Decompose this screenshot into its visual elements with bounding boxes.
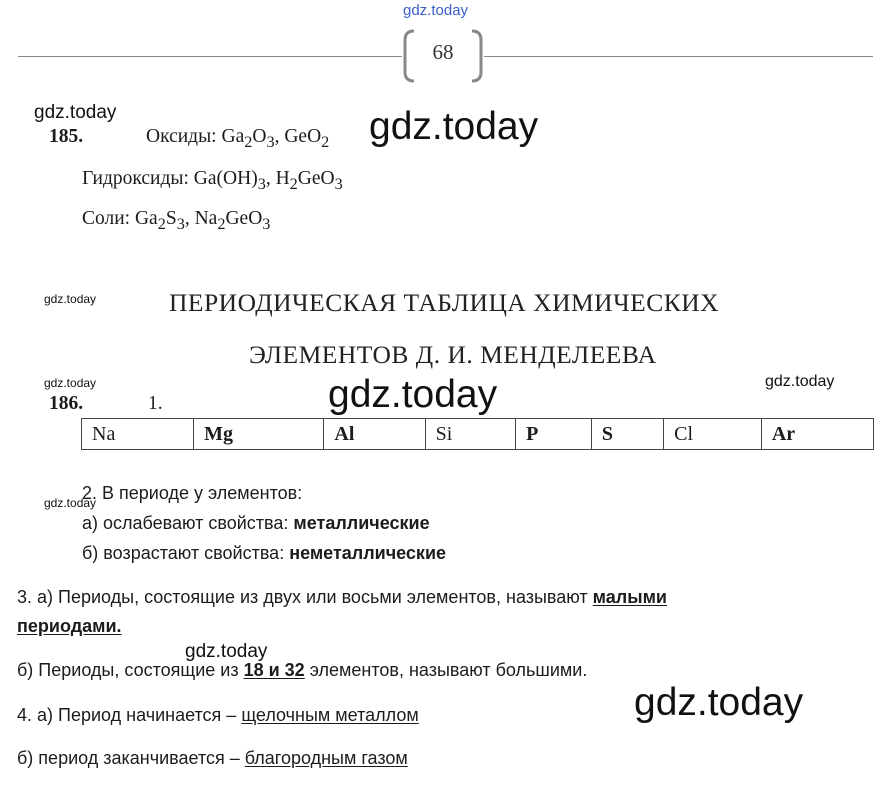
hydroxides-label: Гидроксиды: bbox=[82, 168, 194, 189]
watermark: gdz.today bbox=[328, 373, 498, 416]
header-rule-right bbox=[484, 56, 873, 57]
formula-subscript: 2 bbox=[321, 132, 330, 151]
formula-subscript: 2 bbox=[289, 174, 298, 193]
item-3a bbox=[17, 587, 667, 608]
header-rule-left bbox=[18, 56, 402, 57]
watermark: gdz.today bbox=[44, 292, 97, 306]
watermark: gdz.today bbox=[44, 496, 97, 510]
item-1-label: 1. bbox=[148, 393, 163, 414]
salts-label: Соли: bbox=[82, 208, 135, 229]
watermark: gdz.today bbox=[634, 681, 804, 724]
item-2a-text: а) ослабевают свойства: bbox=[82, 513, 294, 533]
formula-part: , H bbox=[265, 168, 290, 189]
formula-subscript: 2 bbox=[157, 214, 166, 233]
table-row bbox=[82, 419, 874, 450]
formula-part: , Na bbox=[184, 208, 218, 229]
formula-part: Ga bbox=[134, 208, 158, 229]
item-2b-answer: неметаллические bbox=[289, 543, 447, 563]
watermark: gdz.today bbox=[34, 102, 117, 123]
section-heading-line2: ЭЛЕМЕНТОВ Д. И. МЕНДЕЛЕЕВА bbox=[249, 340, 657, 369]
item-2b-text: б) возрастают свойства: bbox=[82, 543, 290, 563]
formula-subscript: 3 bbox=[257, 174, 266, 193]
element-cell: Ar bbox=[761, 419, 873, 450]
salts-line bbox=[82, 208, 270, 234]
watermark-top: gdz.today bbox=[403, 2, 469, 19]
item-4a-answer: щелочным металлом bbox=[241, 705, 419, 725]
page-number-frame bbox=[402, 28, 484, 84]
oxides-line bbox=[146, 126, 329, 152]
item-3a-answer-cont: периодами. bbox=[17, 616, 122, 636]
formula-part: S bbox=[165, 208, 177, 229]
item-3a-text: 3. а) Периоды, состоящие из двух или восьми элементов, называют bbox=[17, 587, 593, 607]
hydroxides-line bbox=[82, 168, 343, 194]
item-4a bbox=[17, 705, 419, 726]
formula-subscript: 3 bbox=[334, 174, 343, 193]
item-3b-text-end: элементов, называют большими. bbox=[304, 660, 588, 680]
formula-part: O bbox=[252, 126, 267, 147]
item-4b-answer: благородным газом bbox=[244, 748, 408, 768]
formula-subscript: 3 bbox=[176, 214, 185, 233]
item-3a-answer: малыми bbox=[592, 587, 667, 607]
item-4a-text: 4. а) Период начинается – bbox=[17, 705, 242, 725]
formula-part: GeO bbox=[225, 208, 263, 229]
period-elements-table bbox=[81, 418, 874, 450]
item-2a bbox=[82, 513, 430, 534]
item-2b bbox=[82, 543, 446, 564]
item-3b-text: б) Периоды, состоящие из bbox=[17, 660, 244, 680]
formula-part: Ga bbox=[221, 126, 245, 147]
item-4b bbox=[17, 748, 408, 769]
element-cell: Cl bbox=[664, 419, 762, 450]
element-cell: Al bbox=[324, 419, 425, 450]
watermark: gdz.today bbox=[44, 376, 97, 390]
oxides-label: Оксиды: bbox=[146, 126, 222, 147]
element-cell: Na bbox=[82, 419, 194, 450]
item-3b-answer: 18 и 32 bbox=[243, 660, 305, 680]
task-number-186: 186. bbox=[49, 393, 84, 414]
watermark: gdz.today bbox=[765, 373, 835, 390]
formula-part: GeO bbox=[297, 168, 335, 189]
item-2a-answer: металлические bbox=[293, 513, 430, 533]
formula-part: Ga(OH) bbox=[193, 168, 258, 189]
formula-subscript: 2 bbox=[217, 214, 226, 233]
formula-subscript: 2 bbox=[244, 132, 253, 151]
task-number-185: 185. bbox=[49, 126, 84, 147]
element-cell: Si bbox=[425, 419, 515, 450]
element-cell: Mg bbox=[194, 419, 324, 450]
item-3b bbox=[17, 660, 587, 681]
formula-subscript: 3 bbox=[266, 132, 275, 151]
item-2-intro: 2. В периоде у элементов: bbox=[82, 483, 303, 503]
element-cell: P bbox=[516, 419, 592, 450]
section-heading-line1: ПЕРИОДИЧЕСКАЯ ТАБЛИЦА ХИМИЧЕСКИХ bbox=[169, 288, 720, 317]
formula-part: , GeO bbox=[274, 126, 322, 147]
page-number: 68 bbox=[432, 40, 454, 64]
element-cell: S bbox=[591, 419, 663, 450]
watermark: gdz.today bbox=[369, 105, 539, 148]
formula-subscript: 3 bbox=[262, 214, 271, 233]
watermark: gdz.today bbox=[185, 641, 268, 662]
item-4b-text: б) период заканчивается – bbox=[17, 748, 245, 768]
